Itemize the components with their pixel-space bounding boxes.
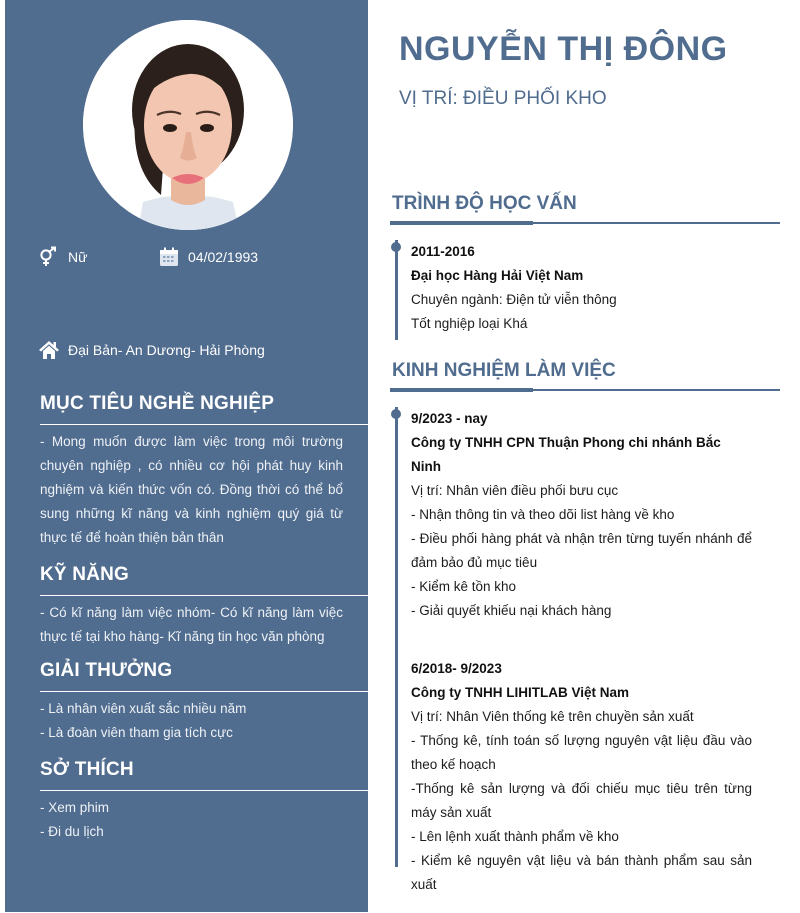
awards-section	[40, 660, 373, 745]
experience-period: 6/2018- 9/2023	[411, 661, 502, 676]
experience-title: KINH NGHIỆM LÀM VIỆC	[392, 360, 616, 381]
hobby-item: - Xem phim	[40, 800, 110, 815]
education-school: Đại học Hàng Hải Việt Nam	[411, 268, 584, 283]
awards-list	[40, 697, 373, 745]
education-section	[390, 193, 780, 336]
experience-entry	[390, 407, 780, 623]
award-item: - Là nhân viên xuất sắc nhiều năm	[40, 701, 247, 716]
education-major: Chuyên ngành: Điện tử viễn thông	[411, 292, 617, 307]
address-value: Đại Bản- An Dương- Hải Phòng	[68, 342, 265, 358]
birthday-row	[158, 246, 258, 268]
experience-period: 9/2023 - nay	[411, 411, 488, 426]
education-timeline	[390, 240, 780, 336]
gender-row	[38, 246, 87, 268]
education-period: 2011-2016	[411, 244, 475, 259]
experience-section	[390, 360, 780, 897]
home-icon	[38, 339, 60, 361]
gender-icon	[38, 246, 60, 268]
candidate-name: NGUYỄN THỊ ĐÔNG	[399, 30, 728, 68]
experience-entry	[390, 657, 780, 897]
timeline-line	[395, 407, 398, 867]
avatar	[83, 20, 293, 230]
calendar-icon	[158, 246, 180, 268]
timeline-dot	[391, 409, 401, 419]
address-row	[38, 339, 265, 361]
skills-text: - Có kĩ năng làm việc nhóm- Có kĩ năng làm việc thực tế tại kho hàng- Kĩ năng tin học văn phòng	[40, 605, 343, 644]
education-grade: Tốt nghiệp loại Khá	[411, 316, 528, 331]
experience-duty: - Lên lệnh xuất thành phẩm về kho	[411, 829, 619, 844]
birthday-value: 04/02/1993	[188, 249, 259, 265]
experience-duty: - Kiểm kê nguyên vật liệu và bán thành phẩm sau sản xuất	[411, 853, 752, 892]
experience-role: Vị trí: Nhân Viên thống kê trên chuyền sản xuất	[411, 709, 694, 724]
objective-title: MỤC TIÊU NGHỀ NGHIỆP	[40, 393, 373, 425]
hobbies-title: SỞ THÍCH	[40, 759, 373, 791]
hobbies-section	[40, 759, 373, 844]
experience-company: Công ty TNHH LIHITLAB Việt Nam	[411, 685, 630, 700]
candidate-position: VỊ TRÍ: ĐIỀU PHỐI KHO	[399, 88, 607, 109]
timeline-dot	[391, 242, 401, 252]
hobbies-list	[40, 796, 373, 844]
portrait-photo	[83, 20, 293, 230]
experience-duty: - Thống kê, tính toán số lượng nguyên vật liệu đầu vào theo kế hoạch	[411, 733, 752, 772]
hobby-item: - Đi du lịch	[40, 824, 104, 839]
skills-section	[40, 564, 373, 649]
experience-duty: - Điều phối hàng phát và nhận trên từng tuyến nhánh để đảm bảo đủ mục tiêu	[411, 531, 752, 570]
experience-company: Công ty TNHH CPN Thuận Phong chi nhánh Bắc Ninh	[411, 435, 721, 474]
skills-title: KỸ NĂNG	[40, 564, 373, 596]
section-divider	[390, 388, 780, 392]
objective-text: - Mong muốn được làm việc trong môi trường chuyên nghiệp , có nhiều cơ hội phát huy kinh nghiệm và kiến thức vốn có. Đồng thời có thể bổ sung những kĩ năng và kinh nghiệm quý giá từ thực tế để hoàn thiện bản thân	[40, 434, 343, 545]
sidebar	[5, 0, 368, 912]
experience-duty: -Thống kê sản lượng và đối chiếu mục tiêu trên từng máy sản xuất	[411, 781, 752, 820]
awards-title: GIẢI THƯỞNG	[40, 660, 373, 692]
objective-section	[40, 393, 373, 550]
timeline-line	[395, 240, 398, 340]
experience-duty: - Nhận thông tin và theo dõi list hàng về kho	[411, 507, 675, 522]
education-entry	[390, 240, 780, 336]
experience-duty: - Kiểm kê tồn kho	[411, 579, 517, 594]
section-divider	[390, 221, 780, 225]
gender-value: Nữ	[68, 249, 88, 265]
experience-role: Vị trí: Nhân viên điều phối bưu cục	[411, 483, 619, 498]
award-item: - Là đoàn viên tham gia tích cực	[40, 725, 233, 740]
experience-timeline	[390, 407, 780, 897]
education-title: TRÌNH ĐỘ HỌC VẤN	[392, 193, 577, 214]
experience-duty: - Giải quyết khiếu nại khách hàng	[411, 603, 612, 618]
